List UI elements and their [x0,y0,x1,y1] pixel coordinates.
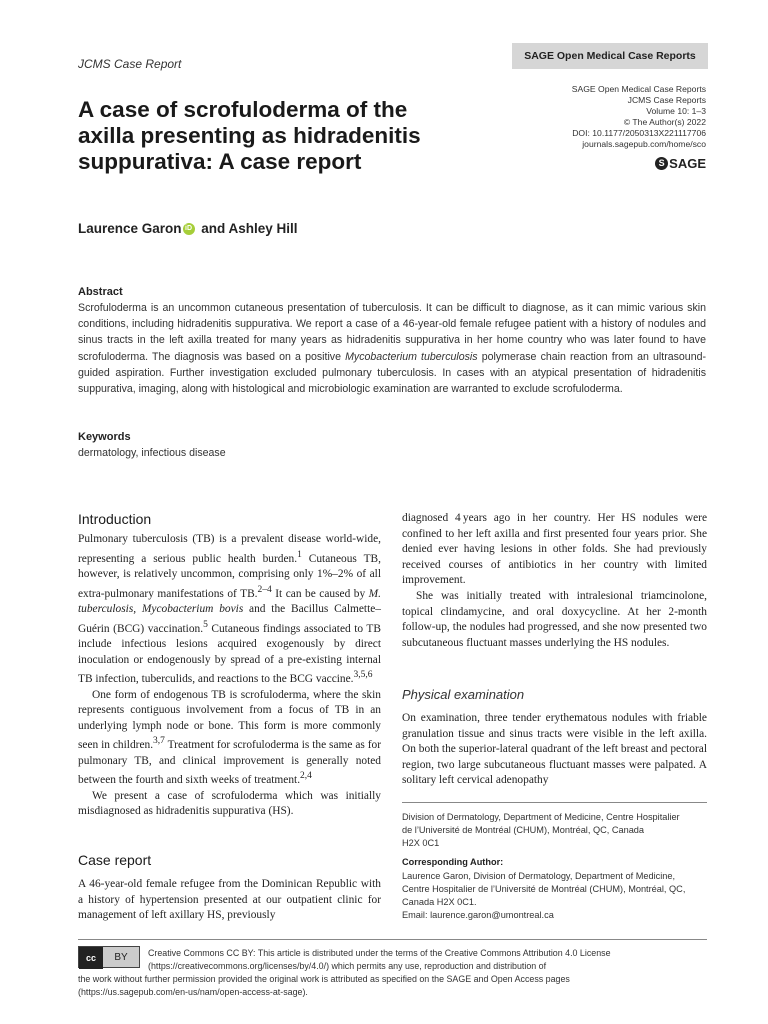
keywords-text: dermatology, infectious disease [78,447,226,459]
abstract-text [78,300,706,397]
license-line-2[interactable]: (https://creativecommons.org/licenses/by/4.0/) which permits any use, reproduction and distribution of [148,961,547,971]
sage-logo-icon: S [655,157,668,170]
license-statement [78,947,707,999]
corresponding-email[interactable]: Email: laurence.garon@umontreal.ca [402,910,554,920]
author-affiliation [402,811,707,850]
physical-examination-heading: Physical examination [402,687,525,702]
by-icon: BY [103,947,139,967]
corresponding-author-heading: Corresponding Author: [402,857,504,867]
introduction-paragraph-2: One form of endogenous TB is scrofuloderma, where the skin represents contiguous involvement from a focus of TB in an underlying lymph node or bone. This form is more commonly seen in children.$^{3,7}$ Treatment for scrofuloderma is the same as for pulmonary TB, and clinical improvement is generally noted between the fourth and sixth weeks of treatment.$^{2,4}$ [78,688,381,787]
case-report-paragraph-3: She was initially treated with intralesional triamcinolone, topical clindamycine, and oral doxycycline. At her 2-month follow-up, the nodules had progressed, and she now presented two subcutaneous fluctuant masses underlying the HS nodules. [402,589,707,649]
introduction-heading: Introduction [78,511,152,527]
author-first[interactable]: Laurence Garon [78,221,182,236]
introduction-body [78,532,381,820]
journal-banner: SAGE Open Medical Case Reports [512,43,708,69]
meta-doi[interactable]: DOI: 10.1177/2050313X221117706 [572,128,706,139]
affiliation-line: Division of Dermatology, Department of Medicine, Centre Hospitalier [402,812,680,822]
affiliation-line: de l’Université de Montréal (CHUM), Montréal, QC, Canada [402,825,645,835]
abstract-heading: Abstract [78,286,123,298]
citation[interactable]: 1 [297,549,302,560]
affiliation-line: H2X 0C1 [402,838,440,848]
journal-section-label: JCMS Case Report [78,57,182,71]
meta-journal: SAGE Open Medical Case Reports [571,84,706,94]
introduction-paragraph-3: We present a case of scrofuloderma which was initially misdiagnosed as hidradenitis suppurativa (HS). [78,789,381,818]
author-list [78,221,298,236]
case-report-heading: Case report [78,852,152,868]
corresponding-author-details [402,870,707,922]
license-divider [78,939,707,940]
citation[interactable]: 3,5,6 [353,670,373,681]
footnote-divider [402,802,707,803]
physical-examination-body [402,711,707,789]
citation[interactable]: 2–4 [257,584,272,595]
cc-icon: cc [79,947,103,969]
citation[interactable]: 5 [203,619,208,630]
citation[interactable]: 3,7 [153,736,165,747]
introduction-paragraph-1: Pulmonary tuberculosis (TB) is a prevalent disease world-wide, representing a serious public health burden.$^1$ Cutaneous TB, however, is relatively uncommon, comprising only 1%–2% of all extra-pulmonary manifestations of TB.$^{2-4}$ It can be caused by M. tuberculosis, Mycobacterium bovis and the Bacillus Calmette–Guérin (BCG) vaccination.$^5$ Cutaneous findings associated to TB include infectious lesions acquired exogenously by direct inoculation or endogenously by spread of a pre-existing internal TB infection, tuberculids, and reactions to the BCG vaccine.$^{3,5,6}$ [78,533,381,685]
corresponding-line: Centre Hospitalier de l’Université de Montréal (CHUM), Montréal, QC, [402,884,686,894]
case-report-paragraph-2: diagnosed 4 years ago in her country. Her HS nodules were confined to her left axilla and first presented four years prior. She denied ever having lesions in other folds. She had previously received courses of antibiotics in her country with limited improvement. [402,512,707,587]
citation[interactable]: 2,4 [300,771,312,782]
license-line-3: the work without further permission provided the original work is attributed as specified on the SAGE and Open Access pages [78,974,570,984]
orcid-icon[interactable]: iD [183,223,195,235]
license-line-4[interactable]: (https://us.sagepub.com/en-us/nam/open-access-at-sage). [78,987,308,997]
corresponding-line: Canada H2X 0C1. [402,897,477,907]
corresponding-line: Laurence Garon, Division of Dermatology, Department of Medicine, [402,871,676,881]
license-line-1: Creative Commons CC BY: This article is distributed under the terms of the Creative Commons Attribution 4.0 License [148,948,611,958]
keywords-heading: Keywords [78,431,131,443]
abstract-text-italic: Mycobacterium tuberculosis [345,350,478,363]
author-rest: and Ashley Hill [197,221,298,236]
sage-logo [655,156,706,171]
meta-volume: Volume 10: 1–3 [646,106,706,117]
article-metadata [572,84,706,151]
meta-copyright: © The Author(s) 2022 [623,117,706,128]
abstract-text-b: polymerase chain reaction from an ultrasound-guided aspiration. Further investigation excluded pulmonary tuberculosis. In cases with an atypical presentation of hidradenitis suppurativa, imaging, along with histological and microbiologic examination are warranted to exclude scrofuloderma. [78,350,707,396]
sage-logo-text: SAGE [669,156,706,171]
case-report-paragraph-1: A 46-year-old female refugee from the Dominican Republic with a history of hypertension presented at our outpatient clinic for management of left axillary HS, previously [78,878,381,922]
case-report-continued [402,511,707,651]
article-title: A case of scrofuloderma of the axilla presenting as hidradenitis suppurativa: A case report [78,97,421,174]
physical-examination-paragraph: On examination, three tender erythematous nodules with friable granulation tissue and sinus tracts were visible in the left axilla. On both the superior-lateral quadrant of the left breast and pectoral region, two large subcutaneous fluctuant masses were palpated. A solitary left cervical adenopathy [402,712,707,787]
meta-journal-url[interactable]: journals.sagepub.com/home/sco [582,139,706,150]
abstract-text-a: Scrofuloderma is an uncommon cutaneous presentation of tuberculosis. It can be difficult to diagnose, as it can mimic various skin conditions, including hidradenitis suppurativa. We report a case of a 46-year-old female refugee patient with a history of nodules and sinus tracts in the left axilla treated for many years as hidradenitis suppurativa in her home country who was later found to have scrofuloderma. The diagnosis was based on a positive [78,302,706,363]
meta-series: JCMS Case Reports [627,95,706,106]
case-report-body [78,877,381,924]
